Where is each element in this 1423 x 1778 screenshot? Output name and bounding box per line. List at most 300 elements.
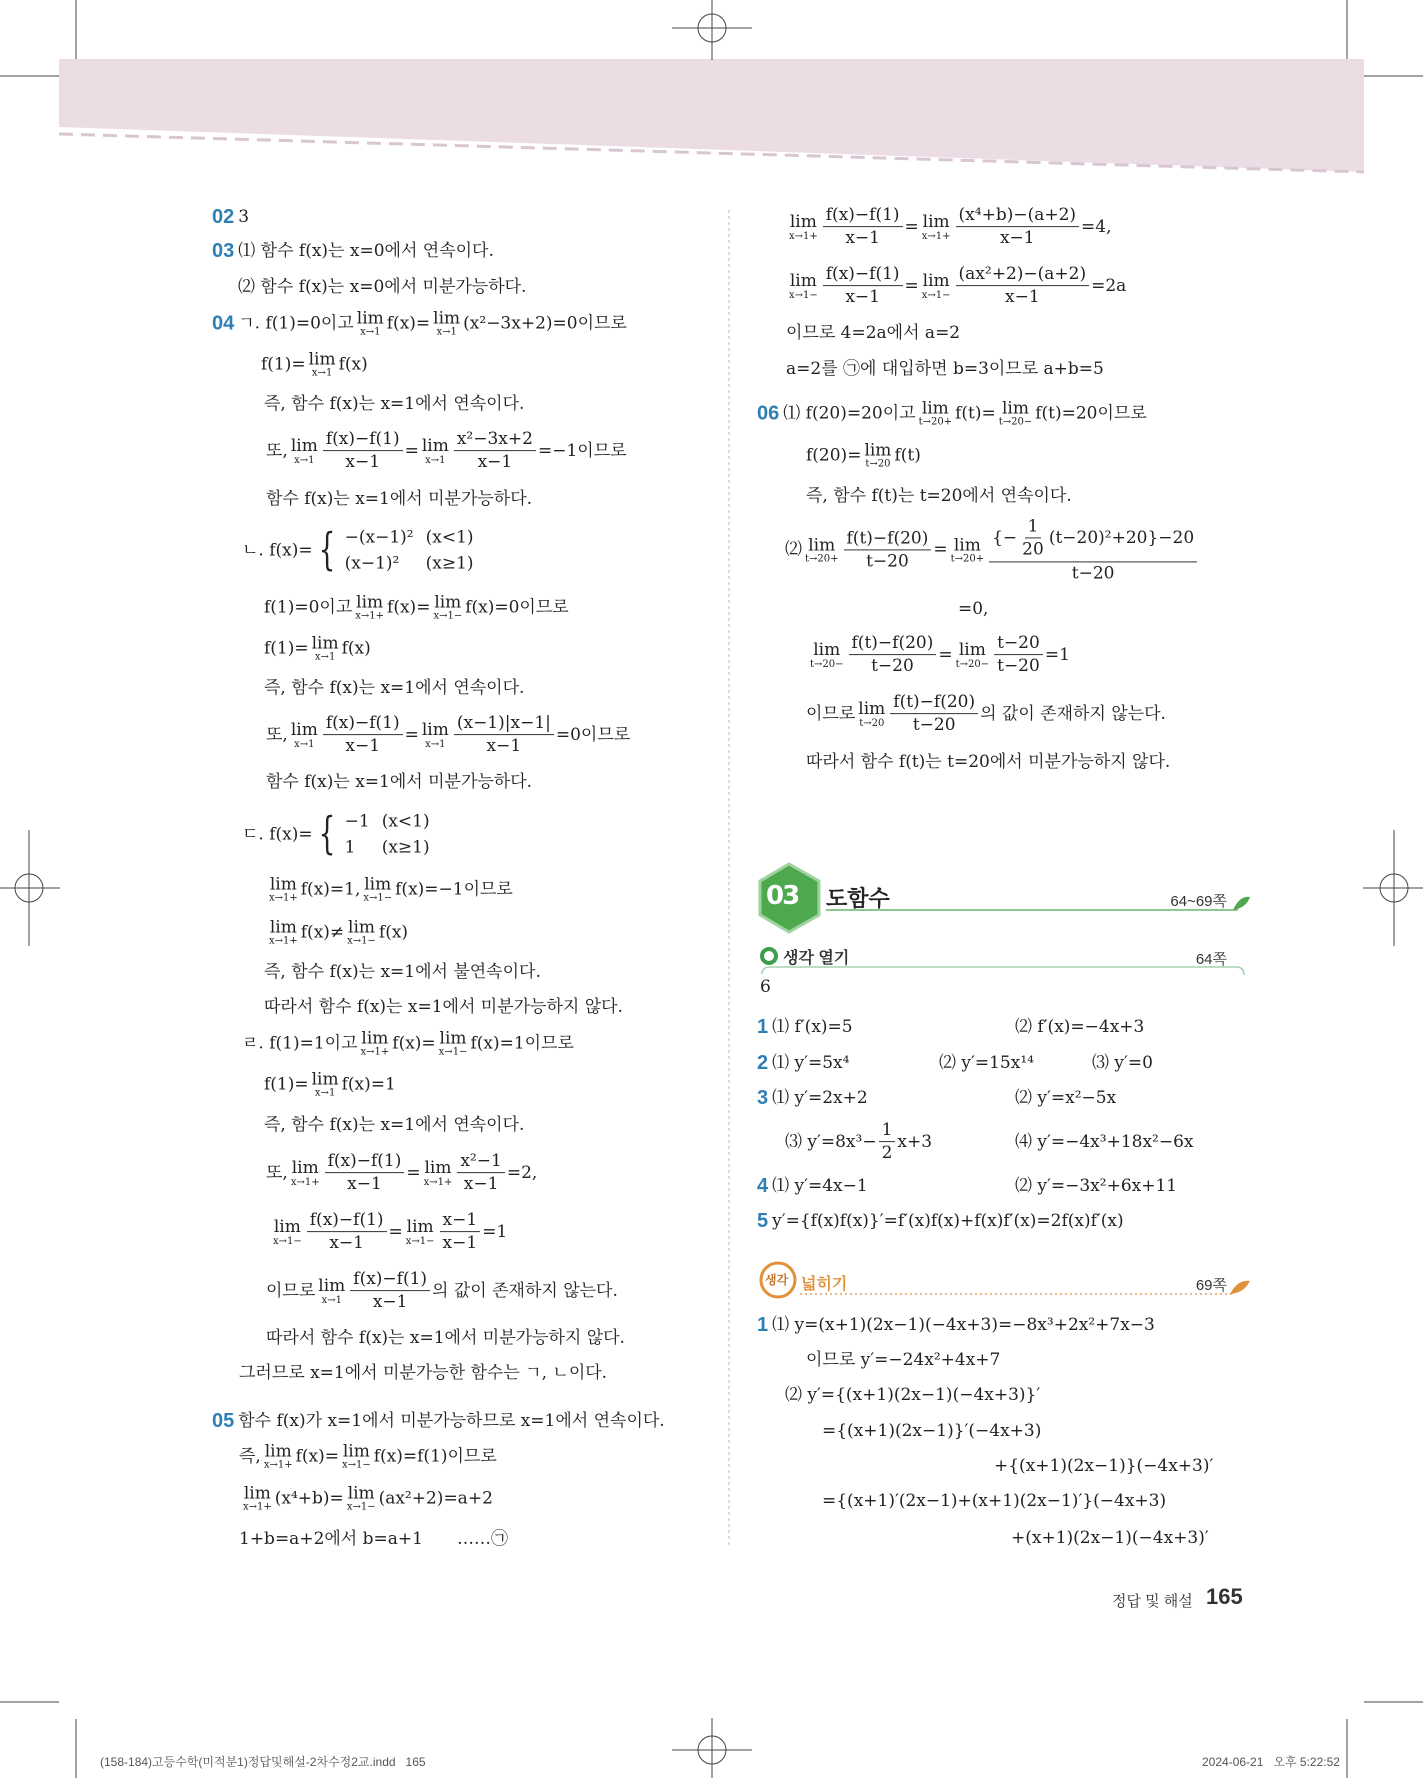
math-text: ⑶ y′=0 xyxy=(1092,1052,1153,1073)
math-text: y′={f(x)f(x)}′=f′(x)f(x)+f(x)f′(x)=2f(x)f′(x) xyxy=(772,1210,1124,1231)
math-text: x²−3x+2 xyxy=(456,429,533,450)
text-line xyxy=(1015,1017,1144,1037)
math-text: f(t)=20이므로 xyxy=(1035,402,1147,423)
math-text: f(1)= xyxy=(261,353,306,374)
denominator xyxy=(863,550,912,571)
lim-subscript: x→1+ xyxy=(290,1176,320,1188)
numerator xyxy=(823,264,903,286)
math-text: =−1이므로 xyxy=(537,440,627,461)
denominator xyxy=(370,1292,411,1313)
math-text: f(1)=0이고 xyxy=(264,596,353,617)
math-text: ⑷ y′=−4x³+18x²−6x xyxy=(1015,1131,1194,1152)
fraction xyxy=(989,516,1197,583)
math-text: ⑵ 함수 f(x)는 x=0에서 미분가능하다. xyxy=(238,276,527,297)
text-line xyxy=(266,874,513,903)
limit xyxy=(361,1028,390,1057)
math-text: ⑵ xyxy=(785,539,802,560)
leaf-icon xyxy=(1230,1281,1250,1294)
lim-subscript: x→1− xyxy=(789,289,818,301)
limit xyxy=(291,720,318,749)
lim-word: lim xyxy=(364,874,392,895)
lim-word: lim xyxy=(356,592,384,613)
lim-word: lim xyxy=(406,1217,434,1238)
limit xyxy=(999,398,1033,427)
math-text: f(t)−f(20) xyxy=(846,528,929,549)
math-text: f(1)= xyxy=(264,1073,309,1094)
fraction xyxy=(844,528,932,572)
limit xyxy=(357,308,384,337)
math-text: ⑵ y′=x²−5x xyxy=(1015,1087,1117,1108)
section-title: 도함수 xyxy=(826,887,890,912)
lim-word: lim xyxy=(808,535,836,556)
text-line xyxy=(786,323,960,343)
math-text: =0, xyxy=(958,598,989,619)
fraction xyxy=(849,633,937,677)
math-text: f(x)−f(1) xyxy=(309,1210,384,1231)
math-text: 또, xyxy=(266,440,288,461)
limit xyxy=(422,720,449,749)
limit xyxy=(956,640,990,669)
lim-subscript: x→1− xyxy=(347,935,376,947)
expand-thinking-title: 넓히기 xyxy=(801,1276,848,1293)
math-text: (ax²+2)=a+2 xyxy=(378,1487,493,1508)
fraction xyxy=(440,1210,481,1254)
math-text: (x≥1) xyxy=(381,838,430,858)
text-line xyxy=(1015,1088,1116,1108)
limit xyxy=(312,633,339,662)
text-line xyxy=(266,713,630,757)
fraction xyxy=(307,1210,387,1254)
lim-subscript: x→1+ xyxy=(355,610,385,622)
lim-subscript: x→1− xyxy=(438,1046,468,1058)
math-text: f(t)−f(20) xyxy=(893,692,976,713)
numerator xyxy=(890,692,978,714)
limit xyxy=(922,271,951,300)
text-line xyxy=(212,1409,665,1433)
numerator xyxy=(457,1151,504,1173)
limit xyxy=(858,699,885,728)
text-line xyxy=(266,772,532,792)
text-line xyxy=(270,1210,507,1254)
leaf-icon xyxy=(1233,897,1250,910)
open-thinking-title: 생각 열기 xyxy=(783,950,850,967)
lim-subscript: t→20− xyxy=(998,416,1033,428)
math-text: 함수 f(x)는 x=1에서 미분가능하다. xyxy=(266,488,533,509)
limit xyxy=(433,592,462,621)
text-line xyxy=(212,239,494,263)
text-line xyxy=(239,1441,497,1470)
lim-word: lim xyxy=(264,1441,292,1462)
math-text: 3 xyxy=(238,206,250,227)
lim-subscript: t→20+ xyxy=(805,553,839,565)
denominator xyxy=(342,736,383,757)
print-timestamp: 2024-06-21 오후 5:22:52 xyxy=(1202,1755,1340,1769)
math-text: 20 xyxy=(1022,539,1044,560)
math-text: =4, xyxy=(1081,216,1112,237)
limit xyxy=(291,1158,320,1187)
text-line xyxy=(1092,1053,1153,1073)
math-text: t−20 xyxy=(997,656,1040,677)
text-line xyxy=(266,489,532,509)
limit xyxy=(789,212,818,241)
math-text: ⑵ y′=−3x²+6x+11 xyxy=(1015,1175,1178,1196)
math-text: 의 값이 존재하지 않는다. xyxy=(432,1280,618,1301)
math-text: 의 값이 존재하지 않는다. xyxy=(980,703,1166,724)
lim-word: lim xyxy=(439,1028,467,1049)
math-text: x−1 xyxy=(345,452,381,473)
lim-subscript: x→1 xyxy=(311,367,333,379)
math-text: f(t)−f(20) xyxy=(851,633,934,654)
numerator xyxy=(879,1120,896,1142)
math-text: 즉, 함수 f(x)는 x=1에서 연속이다. xyxy=(264,1114,525,1135)
lim-word: lim xyxy=(789,212,817,233)
math-text: +(x+1)(2x−1)(−4x+3)′ xyxy=(1011,1527,1209,1548)
denominator xyxy=(997,228,1038,249)
math-text: 함수 f(x)가 x=1에서 미분가능하므로 x=1에서 연속이다. xyxy=(238,1410,665,1431)
numerator xyxy=(440,1210,481,1232)
limit xyxy=(347,917,376,946)
math-text: −(x−1)² xyxy=(344,527,414,548)
math-text: 따라서 함수 f(x)는 x=1에서 미분가능하지 않다. xyxy=(266,1327,625,1348)
denominator xyxy=(910,715,959,736)
limit xyxy=(422,436,449,465)
text-line xyxy=(242,525,484,578)
lim-word: lim xyxy=(290,720,318,741)
piecewise xyxy=(313,525,484,578)
text-line xyxy=(264,997,623,1017)
text-line xyxy=(807,633,1070,677)
lim-subscript: x→1+ xyxy=(263,1459,293,1471)
fraction xyxy=(325,1151,405,1195)
numerator xyxy=(994,633,1043,655)
math-text: x−1 xyxy=(442,1210,478,1231)
lim-subscript: t→20 xyxy=(859,717,885,729)
text-line xyxy=(239,1529,508,1549)
math-text: ={(x+1)′(2x−1)+(x+1)(2x−1)′}(−4x+3) xyxy=(822,1490,1167,1511)
lim-word: lim xyxy=(1001,398,1029,419)
text-line xyxy=(786,264,1126,308)
lim-word: lim xyxy=(921,398,949,419)
text-line xyxy=(806,692,1166,736)
math-text: 이므로 xyxy=(266,1280,316,1301)
math-text: 이므로 y′=−24x²+4x+7 xyxy=(806,1349,1001,1370)
lim-subscript: t→20+ xyxy=(950,553,985,565)
limit xyxy=(312,1069,339,1098)
lim-word: lim xyxy=(361,1028,389,1049)
text-line xyxy=(1011,1528,1209,1548)
numerator xyxy=(956,205,1080,227)
limit xyxy=(951,535,985,564)
text-line xyxy=(757,1051,849,1075)
numerator xyxy=(323,429,403,451)
fraction xyxy=(457,1151,504,1195)
text-line xyxy=(785,516,1199,583)
text-line xyxy=(1015,1176,1177,1196)
limit xyxy=(273,1217,302,1246)
lim-word: lim xyxy=(789,271,817,292)
denominator xyxy=(342,452,383,473)
brace-icon: { xyxy=(318,809,336,860)
text-line xyxy=(239,1363,607,1383)
math-text: (x−1)|x−1| xyxy=(456,713,551,734)
lim-word: lim xyxy=(243,1483,271,1504)
text-line xyxy=(266,1269,618,1313)
text-line xyxy=(212,308,627,337)
denominator xyxy=(344,1174,385,1195)
item-number: 1 xyxy=(757,1314,769,1336)
numerator xyxy=(823,205,903,227)
math-text: (x−1)² xyxy=(344,554,400,574)
lim-subscript: x→1− xyxy=(341,1459,371,1471)
text-line xyxy=(1015,1132,1194,1152)
limit xyxy=(864,440,891,469)
math-text: ⑴ y=(x+1)(2x−1)(−4x+3)=−8x³+2x²+7x−3 xyxy=(772,1314,1155,1335)
lim-word: lim xyxy=(864,440,892,461)
text-line xyxy=(939,1053,1034,1073)
denominator xyxy=(842,228,883,249)
math-text: ⑵ f′(x)=−4x+3 xyxy=(1015,1016,1145,1037)
item-number: 1 xyxy=(757,1016,769,1038)
math-text: x−1 xyxy=(477,452,513,473)
lim-word: lim xyxy=(311,633,339,654)
math-group xyxy=(992,516,1194,560)
math-text: ㄴ. f(x)= xyxy=(242,540,313,561)
limit xyxy=(439,1028,468,1057)
limit xyxy=(342,1441,371,1470)
text-line xyxy=(806,1350,1000,1370)
lim-subscript: x→1− xyxy=(346,1501,376,1513)
lim-subscript: x→1− xyxy=(433,610,463,622)
lim-subscript: x→1+ xyxy=(789,230,818,242)
lim-word: lim xyxy=(813,640,841,661)
math-text: =2a xyxy=(1091,275,1127,296)
text-line xyxy=(822,1491,1166,1511)
lim-subscript: t→20− xyxy=(810,658,844,670)
math-text: 즉, 함수 f(x)는 x=1에서 불연속이다. xyxy=(264,961,541,982)
math-text: (x⁴+b)= xyxy=(274,1487,344,1508)
numerator xyxy=(454,429,536,451)
numerator xyxy=(325,1151,405,1173)
math-text: x−1 xyxy=(999,228,1035,249)
limit xyxy=(291,436,318,465)
text-line xyxy=(806,440,921,469)
math-text: ⑴ f′(x)=5 xyxy=(772,1016,853,1037)
math-text: ⑴ y′=4x−1 xyxy=(772,1175,868,1196)
text-line xyxy=(757,1313,1155,1337)
lim-word: lim xyxy=(922,212,950,233)
math-text: 함수 f(x)는 x=1에서 미분가능하다. xyxy=(266,771,533,792)
lim-word: lim xyxy=(424,1158,452,1179)
limit xyxy=(309,349,336,378)
math-text: x−1 xyxy=(372,1292,408,1313)
math-text: 즉, 함수 f(x)는 x=1에서 연속이다. xyxy=(264,677,525,698)
math-text: t−20 xyxy=(912,715,956,736)
text-line xyxy=(994,1456,1213,1476)
text-line xyxy=(266,917,408,946)
math-text: ⑴ y′=2x+2 xyxy=(772,1087,868,1108)
math-text: (x<1) xyxy=(425,527,474,548)
lim-word: lim xyxy=(308,349,336,370)
math-text: =1 xyxy=(1044,644,1070,665)
math-text: 이므로 xyxy=(806,703,856,724)
math-text: a=2를 ㉠에 대입하면 b=3이므로 a+b=5 xyxy=(786,358,1104,379)
fraction xyxy=(956,205,1080,249)
denominator xyxy=(842,287,883,308)
lim-word: lim xyxy=(433,308,461,329)
math-text: f(t) xyxy=(894,444,921,465)
math-text: ⑴ y′=5x⁴ xyxy=(772,1052,850,1073)
math-text: = xyxy=(904,275,919,296)
fraction xyxy=(350,1269,430,1313)
lim-subscript: x→1+ xyxy=(360,1046,390,1058)
math-text: f(t)= xyxy=(955,402,996,423)
denominator xyxy=(1002,287,1043,308)
lim-subscript: t→20 xyxy=(865,458,891,470)
math-text: f(x)=1, xyxy=(300,878,361,899)
math-text: (x⁴+b)−(a+2) xyxy=(958,205,1077,226)
math-text: f(x)−f(1) xyxy=(353,1269,428,1290)
math-text: x+3 xyxy=(897,1131,933,1152)
text-line xyxy=(264,678,524,698)
text-line xyxy=(266,1151,537,1195)
math-text: f(x)= xyxy=(392,1032,436,1053)
denominator xyxy=(1019,539,1047,560)
math-text: t−20 xyxy=(1071,563,1115,584)
math-text: ⑴ f(20)=20이고 xyxy=(783,402,916,423)
lim-subscript: t→20+ xyxy=(918,416,953,428)
lim-subscript: x→1− xyxy=(363,892,393,904)
math-text: x−1 xyxy=(347,1174,382,1195)
lim-word: lim xyxy=(318,1276,346,1297)
math-text: 따라서 함수 f(t)는 t=20에서 미분가능하지 않다. xyxy=(806,751,1171,772)
fraction xyxy=(1019,516,1047,560)
fraction xyxy=(823,264,903,308)
text-line xyxy=(757,1086,868,1110)
text-line xyxy=(786,359,1104,379)
numerator xyxy=(454,713,554,735)
math-text: = xyxy=(404,440,419,461)
lim-word: lim xyxy=(421,720,449,741)
numerator xyxy=(307,1210,387,1232)
item-number: 4 xyxy=(757,1175,769,1197)
text-line xyxy=(264,394,524,414)
math-text: f(x)= xyxy=(295,1445,339,1466)
section-badge: 03 xyxy=(766,881,799,911)
limit xyxy=(347,1483,376,1512)
limit xyxy=(264,1441,293,1470)
section-pages: 64~69쪽 xyxy=(1170,893,1227,910)
text-line xyxy=(757,1174,868,1198)
math-text: (x<1) xyxy=(381,811,430,832)
lim-word: lim xyxy=(958,640,986,661)
math-text: =1 xyxy=(482,1221,508,1242)
lim-word: lim xyxy=(434,592,462,613)
math-text: f(x)≠ xyxy=(300,921,345,942)
lim-subscript: x→1 xyxy=(321,1294,342,1306)
item-number: 02 xyxy=(212,206,235,228)
text-line xyxy=(785,1120,932,1164)
math-text: 6 xyxy=(760,976,771,997)
footer-label: 정답 및 해설 xyxy=(1112,1593,1193,1610)
math-text: f(x) xyxy=(341,637,371,658)
math-text: 1 xyxy=(881,1120,893,1141)
math-text: f(20)= xyxy=(806,444,862,465)
text-line xyxy=(238,277,526,297)
lim-subscript: x→1 xyxy=(360,326,381,338)
math-text: = xyxy=(938,644,953,665)
limit xyxy=(406,1217,435,1246)
math-text: =0이므로 xyxy=(555,724,631,745)
text-line xyxy=(264,633,371,662)
numerator xyxy=(844,528,932,550)
math-text: 또, xyxy=(266,1162,288,1183)
lim-subscript: x→1− xyxy=(273,1235,302,1247)
numerator xyxy=(849,633,937,655)
math-text: 1 xyxy=(344,838,356,858)
math-text: ㄱ. f(1)=0이고 xyxy=(238,312,354,333)
text-line xyxy=(240,1483,493,1512)
math-text: x−1 xyxy=(486,736,522,757)
brace-icon: { xyxy=(318,525,336,576)
math-text: (t−20)²+20}−20 xyxy=(1048,527,1195,548)
text-line xyxy=(212,205,249,229)
lim-word: lim xyxy=(922,271,950,292)
math-text: f(1)= xyxy=(264,637,309,658)
math-text: f(x)=1이므로 xyxy=(470,1032,574,1053)
math-text: ⑵ y′={(x+1)(2x−1)(−4x+3)}′ xyxy=(785,1384,1041,1405)
text-line xyxy=(785,1385,1040,1405)
item-number: 03 xyxy=(212,240,235,262)
numerator xyxy=(350,1269,430,1291)
limit xyxy=(243,1483,272,1512)
denominator xyxy=(484,736,525,757)
header-band xyxy=(59,59,1364,172)
text-line xyxy=(757,398,1147,427)
fraction xyxy=(454,713,554,757)
lim-subscript: x→1− xyxy=(921,289,951,301)
math-text: 즉, 함수 f(t)는 t=20에서 연속이다. xyxy=(806,485,1072,506)
denominator xyxy=(326,1233,367,1254)
math-text: 1+b=a+2에서 b=a+1 ……㉠ xyxy=(239,1528,508,1549)
math-text: 1 xyxy=(1027,516,1039,537)
math-text: = xyxy=(904,216,919,237)
math-text: x−1 xyxy=(1005,287,1040,308)
limit xyxy=(355,592,384,621)
lim-word: lim xyxy=(421,436,449,457)
text-line xyxy=(266,1328,625,1348)
file-slug: (158-184)고등수학(미적분1)정답및해설-2차수정2교.indd 165 xyxy=(100,1755,426,1769)
item-number: 05 xyxy=(212,1410,235,1432)
math-text: x²−1 xyxy=(460,1151,502,1172)
text-line xyxy=(822,1421,1041,1441)
lim-word: lim xyxy=(342,1441,370,1462)
text-line xyxy=(264,962,541,982)
math-text: ㄷ. f(x)= xyxy=(242,824,313,845)
text-line xyxy=(264,1115,524,1135)
lim-subscript: x→1+ xyxy=(423,1176,453,1188)
math-text: f(x)=0이므로 xyxy=(465,596,569,617)
open-thinking-page: 64쪽 xyxy=(1195,951,1227,968)
lim-subscript: x→1 xyxy=(436,326,457,338)
numerator xyxy=(323,713,403,735)
lim-subscript: x→1 xyxy=(314,651,336,663)
denominator xyxy=(475,452,516,473)
text-line xyxy=(760,977,771,997)
math-text: 2 xyxy=(881,1143,893,1164)
denominator xyxy=(868,656,917,677)
lim-word: lim xyxy=(858,699,886,720)
fraction xyxy=(454,429,536,473)
